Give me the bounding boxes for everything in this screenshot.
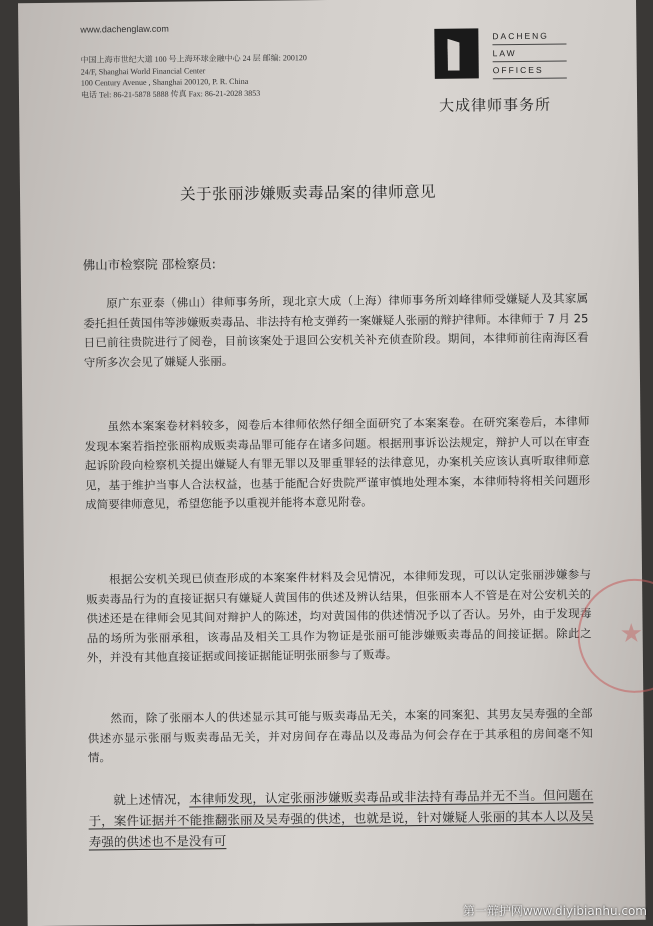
- firm-website: www.dachenglaw.com: [80, 24, 169, 35]
- logo-word: LAW: [492, 44, 566, 62]
- paragraph-lead: 就上述情况，: [113, 791, 189, 807]
- address-line: 24/F, Shanghai World Financial Center: [81, 64, 307, 78]
- firm-logo-text: [492, 27, 567, 79]
- address-line: 电话 Tel: 86-21-5878 5888 传真 Fax: 86-21-2028 3853: [81, 87, 307, 101]
- star-icon: ★: [619, 619, 643, 649]
- logo-word: OFFICES: [493, 61, 567, 79]
- letter-page: [18, 0, 646, 926]
- address-line: 中国上海市世纪大道 100 号上海环球金融中心 24 层 邮编: 200120: [81, 52, 307, 66]
- firm-logo-icon: [434, 28, 479, 78]
- addressee: 佛山市检察院 邵检察员:: [83, 254, 216, 273]
- watermark: 第一辩护网www.diyibianhu.com: [463, 902, 647, 919]
- paragraph: 根据公安机关现已侦查形成的本案案件材料及会见情况，本律师发现，可以认定张丽涉嫌参与贩卖毒品行为的直接证据只有嫌疑人黄国伟的供述及辨认结果，但张丽本人不管是在对公安机关的供述还是在律师会见其间对辩护人的陈述，均对黄国伟的供述情况予以了否认。另外，由于发现毒品的场所为张丽承租，该毒品及相关工具作为物证是张丽可能涉嫌贩卖毒品的间接证据。除此之外，并没有其他直接证据或间接证据能证明张丽参与了贩毒。: [86, 565, 592, 668]
- paragraph: [88, 784, 594, 852]
- firm-name-cn: 大成律师事务所: [439, 94, 551, 116]
- logo-word: DACHENG: [492, 27, 566, 45]
- underlined-text: 本律师发现，认定张丽涉嫌贩卖毒品或非法持有毒品并无不当。但问题在于，案件证据并不能推翻张丽及吴寿强的供述，也就是说，针对嫌疑人张丽的其本人以及吴寿强的供述也不是没有可: [89, 787, 594, 849]
- document-title: 关于张丽涉嫌贩卖毒品案的律师意见: [180, 180, 436, 205]
- address-line: 100 Century Avenue , Shanghai 200120, P. R. China: [81, 75, 307, 89]
- paragraph: 然而，除了张丽本人的供述显示其可能与贩卖毒品无关，本案的同案犯、其男友吴寿强的全部供述亦显示张丽与贩卖毒品无关，并对房间存在毒品以及毒品为何会存在于其承租的房间毫不知情。: [87, 704, 593, 768]
- paragraph: 虽然本案案卷材料较多，阅卷后本律师依然仔细全面研究了本案案卷。在研究案卷后，本律师发现本案若指控张丽构成贩卖毒品罪可能存在诸多问题。根据刑事诉讼法规定，辩护人可以在审查起诉阶段向检察机关提出嫌疑人有罪无罪以及罪重罪轻的法律意见，办案机关应该认真听取律师意见，基于维护当事人合法权益，也基于能配合好贵院严谨审慎地处理本案，本律师特将相关问题形成简要律师意见，希望您能予以重视并能将本意见附卷。: [84, 412, 590, 515]
- firm-address-block: [81, 52, 308, 100]
- paragraph: 原广东亚泰（佛山）律师事务所，现北京大成（上海）律师事务所刘峰律师受嫌疑人及其家属委托担任黄国伟等涉嫌贩卖毒品、非法持有枪支弹药一案嫌疑人张丽的辩护律师。本律师于 7 月 25 日已前往贵院进行了阅卷，目前该案处于退回公安机关补充侦查阶段。期间，本律师前往南海区看守所多次会见了嫌疑人张丽。: [83, 289, 589, 372]
